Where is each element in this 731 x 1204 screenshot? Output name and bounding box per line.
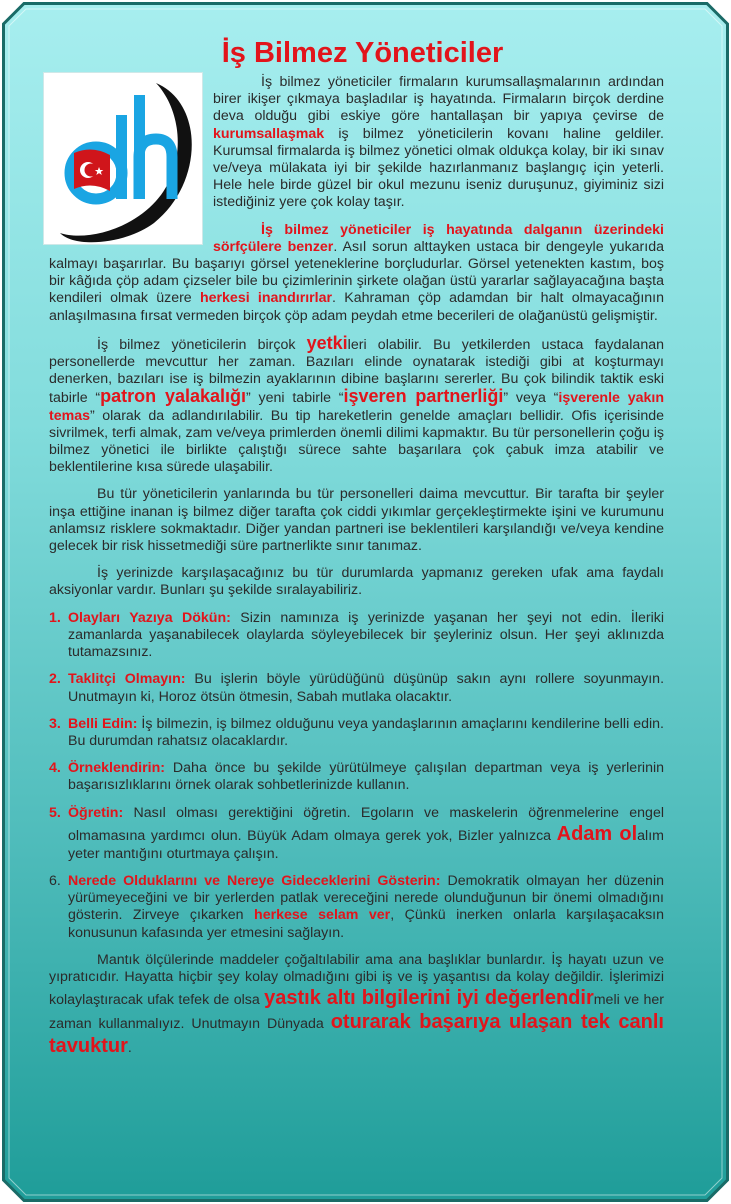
list-item: 3. Belli Edin: İş bilmezin, iş bilmez olduğunu veya yandaşlarının amaçlarını kendilerine belli edin. Bu durumdan rahatsız olacaklardır. bbox=[49, 715, 664, 749]
paragraph-5: İş yerinizde karşılaşacağınız bu tür durumlarda yapmanız gereken ufak ama faydalı aksiyonlar vardır. Bunları şu şekilde sıralayabiliriz. bbox=[49, 565, 664, 599]
list-item: 2. Taklitçi Olmayın: Bu işlerin böyle yürüdüğünü düşünüp sakın aynı rollere soyunmayın. Unutmayın ki, Horoz ötsün ötmesin, Sabah mutlaka olacaktır. bbox=[49, 671, 665, 705]
list-item: 1. Olayları Yazıya Dökün: Sizin namınıza iş yerinizde yaşanan her şeyi not edin. İleriki zamanlarda yaşanabilecek olaylarda söyleyebilecek bir şeyleriniz olsun. Her şeyi aklınızda tutamazsınız. bbox=[49, 609, 664, 661]
paragraph-4: Bu tür yöneticilerin yanlarında bu tür personelleri daima mevcuttur. Bir tarafta bir şeyler inşa ettiğine inanan iş bilmez diğer tarafta çok ciddi yıkımlar gerçekleştirmekte işini ve kurumunu anlamsız risklere sokmaktadır. Diğer yandan partneri ise beklentileri karşılandığı ve/veya kendine gelecek bir risk hissetmediği süre partnerlikte sınır tanımaz. bbox=[49, 486, 664, 555]
list-item: 5. Öğretin: Nasıl olması gerektiğini öğretin. Egoların ve maskelerin öğrenmelerine engel olmamasına yardımcı olun. Büyük Adam olmaya gerek yok, Bizler yalnızca Adam olalım yeter mantığını oturtmaya çalışın. bbox=[49, 804, 664, 862]
action-list bbox=[49, 610, 664, 942]
list-item: 6. Nerede Olduklarını ve Nereye Gideceklerini Gösterin: Demokratik olmayan her düzenin yürümeyeceğini ve bir yerlerden patlak vereceğini nerede olunduğunun bir önemi olmadığını gösterin. Zirveye çıkarken herkese selam ver, Çünkü inerken onlarla karşılaşacaksın konusunun kafasında yer etmesini sağlayın. bbox=[49, 872, 664, 941]
paragraph-1: İş bilmez yöneticiler firmaların kurumsallaşmalarının ardından birer ikişer çıkmaya başladılar iş hayatında. Firmaların birçok derdine deva olduğu gibi eskiye göre hantallaşan bir yapıya çevirse de kurumsallaşmak iş bilmez yöneticilerin kovanı haline geldiler. Kurumsal firmalarda iş bilmez yönetici olmak oldukça kolay, bir iki sınav ve/veya mülakata iyi bir şekilde hazırlanmanız başlangıç için yeterli. Hele hele birde güzel bir okul mezunu iseniz duruşunuz, giyiminiz sizi istediğiniz yere çok kolay taşır. bbox=[213, 74, 664, 211]
paragraph-2: İş bilmez yöneticiler iş hayatında dalganın üzerindeki sörfçülere benzer. Asıl sorun alttayken ustaca bir dengeyle yukarıda kalmayı başarırlar. Bu başarıyı görsel yeteneklerine borçludurlar. Görsel yetenekten kastım, boş bir kâğıda çöp adam çizseler bile bu çizimlerinin şirkete olağan üstü yararlar sağlayacağına başta kendileri olmak üzere herkesi inandırırlar. Kahraman çöp adamdan bir halt olmayacağının anlaşılmasına fırsat vermeden birçok çöp adam peydah etme becerileri de olağanüstü gelişmiştir. bbox=[49, 221, 665, 324]
site-logo bbox=[43, 72, 203, 245]
article bbox=[49, 36, 664, 1068]
paragraph-6: Mantık ölçülerinde maddeler çoğaltılabilir ama ana başlıklar bunlardır. İş hayatı uzun ve yıpratıcıdır. Hayatta hiçbir şey kolay olmadığını gibi iş ve iş yaşantısı da kolay değildir. İşlerimizi kolaylaştıracak ufak tefek de olsa yastık altı bilgilerini iyi değerlendirmeli ve her zaman kullanmalıyız. Unutmayın Dünyada oturarak başarıya ulaşan tek canlı tavuktur. bbox=[49, 951, 664, 1058]
turkish-flag-icon bbox=[74, 149, 110, 191]
paragraph-3: İş bilmez yöneticilerin birçok yetkileri olabilir. Bu yetkilerden ustaca faydalanan personellerde mevcuttur her zaman. Bazıları elinde oynatarak istediği gibi at koşturmayı denerken, bazıları ise iş bilmezin ayaklarının dibine başlarını sererler. Bu çok bilindik taktik eski tabirle “patron yalakalığı” yeni tabirle “işveren partnerliği” veya “işverenle yakın temas” olarak da adlandırılabilir. Bu tip hareketlerin genelde amaçları bellidir. Ofis içerisinde sivrilmek, terfi almak, zam ve/veya primlerden önemli dilimi kapmaktır. Bu tür personellerin çoğu iş bilmez yönetici ile birlikte çalıştığı sürece sahte başarılara çok çabuk imza atabilir ve beklentilerine kısa sürede ulaşabilir. bbox=[49, 332, 664, 476]
page-title: İş Bilmez Yöneticiler bbox=[221, 37, 504, 69]
list-item: 4. Örneklendirin: Daha önce bu şekilde yürütülmeye çalışılan departman veya iş yerlerinin başarısızlıklarını örnek olarak sohbetlerinizde kullanın. bbox=[49, 760, 664, 794]
